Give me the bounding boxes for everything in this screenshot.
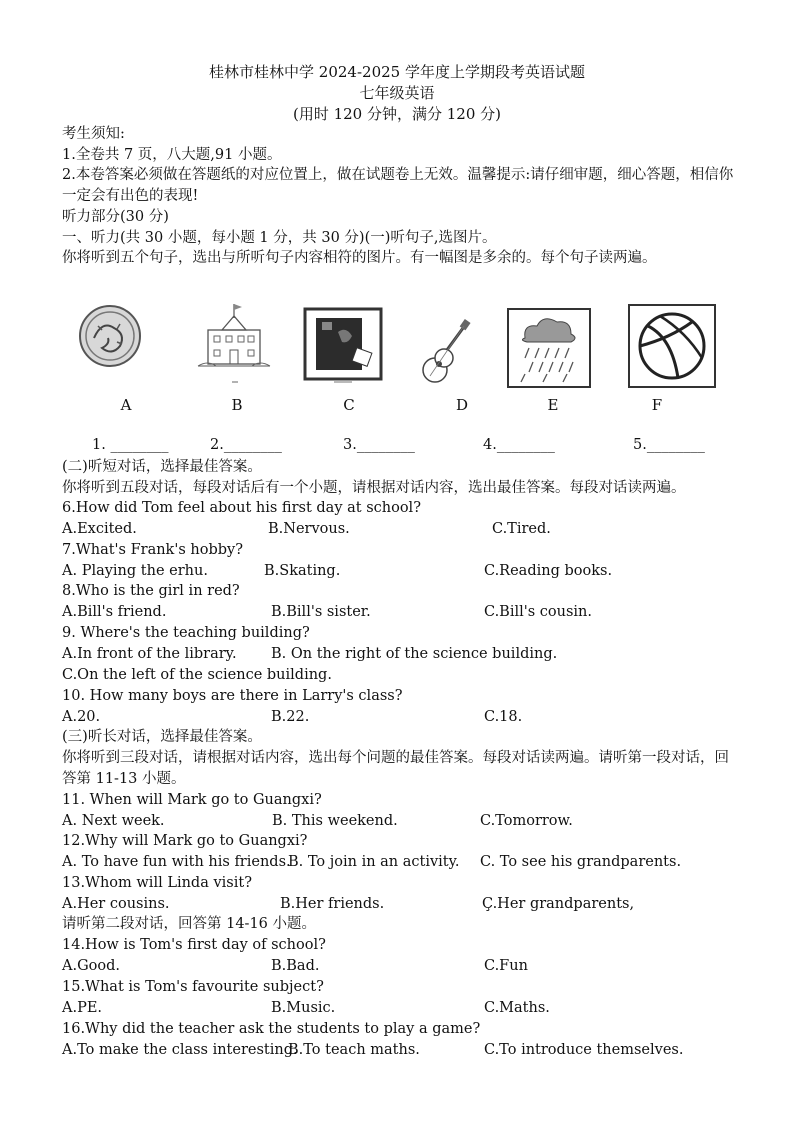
section-3-instructions: 你将听到三段对话，请根据对话内容，选出每个问题的最佳答案。每段对话读两遍。请听第一段对话，回答第 11-13 小题。 — [62, 750, 729, 787]
options-9 — [62, 644, 742, 664]
picture-label-c: C — [343, 396, 355, 414]
options-10 — [62, 707, 742, 727]
picture-label-f: F — [651, 396, 663, 414]
option-7b[interactable]: B.Skating. — [264, 563, 341, 579]
options-11 — [62, 811, 742, 831]
options-16 — [62, 1040, 742, 1060]
answer-blank-2[interactable]: 2.________ — [210, 437, 282, 453]
option-13b[interactable]: B.Her friends. — [280, 896, 385, 912]
rain-cloud-icon — [505, 306, 593, 394]
exam-title: 桂林市桂林中学 2024-2025 学年度上学期段考英语试题 — [209, 63, 585, 81]
options-6 — [62, 519, 742, 539]
dialog-2-instructions: 请听第二段对话，回答第 14-16 小题。 — [62, 916, 317, 932]
option-6b[interactable]: B.Nervous. — [268, 521, 350, 537]
option-8b[interactable]: B.Bill's sister. — [271, 604, 371, 620]
option-8c[interactable]: C.Bill's cousin. — [484, 604, 593, 620]
options-7 — [62, 561, 742, 581]
options-8 — [62, 602, 742, 622]
option-11a[interactable]: A. Next week. — [62, 813, 165, 829]
picture-frame-icon — [302, 306, 384, 390]
section-3-heading: (三)听长对话，选择最佳答案。 — [62, 729, 262, 745]
notice-heading: 考生须知: — [62, 126, 125, 142]
option-11c[interactable]: C.Tomorrow. — [480, 813, 573, 829]
listening-part-heading: 听力部分(30 分) — [62, 209, 169, 225]
section-2-heading: (二)听短对话，选择最佳答案。 — [62, 459, 262, 475]
options-14 — [62, 956, 742, 976]
answer-blank-1[interactable]: 1. ________ — [92, 437, 169, 453]
option-7a[interactable]: A. Playing the erhu. — [62, 563, 208, 579]
option-15a[interactable]: A.PE. — [62, 1000, 103, 1016]
option-10a[interactable]: A.20. — [62, 709, 101, 725]
option-13a[interactable]: A.Her cousins. — [62, 896, 170, 912]
picture-label-e: E — [547, 396, 559, 414]
option-6c[interactable]: C.Tired. — [492, 521, 551, 537]
section-1-heading: 一、听力(共 30 小题，每小题 1 分，共 30 分)(一)听句子,选图片。 — [62, 230, 497, 246]
option-9b[interactable]: B. On the right of the science building. — [271, 646, 558, 662]
answer-blank-5[interactable]: 5.________ — [633, 437, 705, 453]
question-6: 6.How did Tom feel about his first day at school? — [62, 500, 421, 516]
option-16a[interactable]: A.To make the class interesting. — [62, 1042, 298, 1058]
answer-blank-4[interactable]: 4.________ — [483, 437, 555, 453]
option-16b[interactable]: B.To teach maths. — [288, 1042, 420, 1058]
option-14b[interactable]: B.Bad. — [271, 958, 320, 974]
option-10b[interactable]: B.22. — [271, 709, 310, 725]
options-12 — [62, 852, 742, 872]
question-7: 7.What's Frank's hobby? — [62, 542, 243, 558]
question-9: 9. Where's the teaching building? — [62, 625, 310, 641]
option-15b[interactable]: B.Music. — [271, 1000, 336, 1016]
option-14c[interactable]: C.Fun — [484, 958, 528, 974]
question-14: 14.How is Tom's first day of school? — [62, 937, 326, 953]
time-score: (用时 120 分钟，满分 120 分) — [292, 105, 502, 123]
picture-label-d: D — [455, 396, 469, 414]
options-15 — [62, 998, 742, 1018]
grade-title: 七年级英语 — [359, 84, 435, 102]
notice-item-2: 2.本卷答案必须做在答题纸的对应位置上，做在试题卷上无效。温馨提示:请仔细审题，细心答题，相信你一定会有出色的表现! — [62, 167, 734, 204]
section-2-instructions: 你将听到五段对话，每段对话后有一个小题，请根据对话内容，选出最佳答案。每段对话读两遍。 — [62, 480, 686, 496]
option-9c[interactable]: C.On the left of the science building. — [62, 667, 332, 683]
option-8a[interactable]: A.Bill's friend. — [62, 604, 167, 620]
question-16: 16.Why did the teacher ask the students to play a game? — [62, 1021, 481, 1037]
question-8: 8.Who is the girl in red? — [62, 583, 240, 599]
option-10c[interactable]: C.18. — [484, 709, 523, 725]
option-14a[interactable]: A.Good. — [62, 958, 121, 974]
question-15: 15.What is Tom's favourite subject? — [62, 979, 324, 995]
answer-blank-3[interactable]: 3.________ — [343, 437, 415, 453]
option-7c[interactable]: C.Reading books. — [484, 563, 613, 579]
option-12c[interactable]: C. To see his grandparents. — [480, 854, 682, 870]
guitar-icon — [420, 318, 472, 394]
option-12b[interactable]: B. To join in an activity. — [288, 854, 460, 870]
notice-item-1: 1.全卷共 7 页，八大题,91 小题。 — [62, 147, 282, 163]
school-building-icon — [196, 298, 272, 392]
option-6a[interactable]: A.Excited. — [62, 521, 137, 537]
section-1-instructions: 你将听到五个句子，选出与所听句子内容相符的图片。有一幅图是多余的。每个句子读两遍。 — [62, 250, 657, 266]
option-9a[interactable]: A.In front of the library. — [62, 646, 237, 662]
question-10: 10. How many boys are there in Larry's class? — [62, 688, 403, 704]
option-15c[interactable]: C.Maths. — [484, 1000, 550, 1016]
option-11b[interactable]: B. This weekend. — [272, 813, 398, 829]
picture-label-b: B — [231, 396, 243, 414]
option-12a[interactable]: A. To have fun with his friends. — [62, 854, 291, 870]
round-ornament-icon — [74, 298, 146, 384]
question-11: 11. When will Mark go to Guangxi? — [62, 792, 322, 808]
question-12: 12.Why will Mark go to Guangxi? — [62, 833, 308, 849]
option-16c[interactable]: C.To introduce themselves. — [484, 1042, 684, 1058]
options-13 — [62, 894, 742, 914]
volleyball-icon — [626, 302, 718, 394]
picture-label-a: A — [120, 396, 132, 414]
option-13c[interactable]: Ç.Her grandparents, — [482, 896, 635, 912]
question-13: 13.Whom will Linda visit? — [62, 875, 252, 891]
